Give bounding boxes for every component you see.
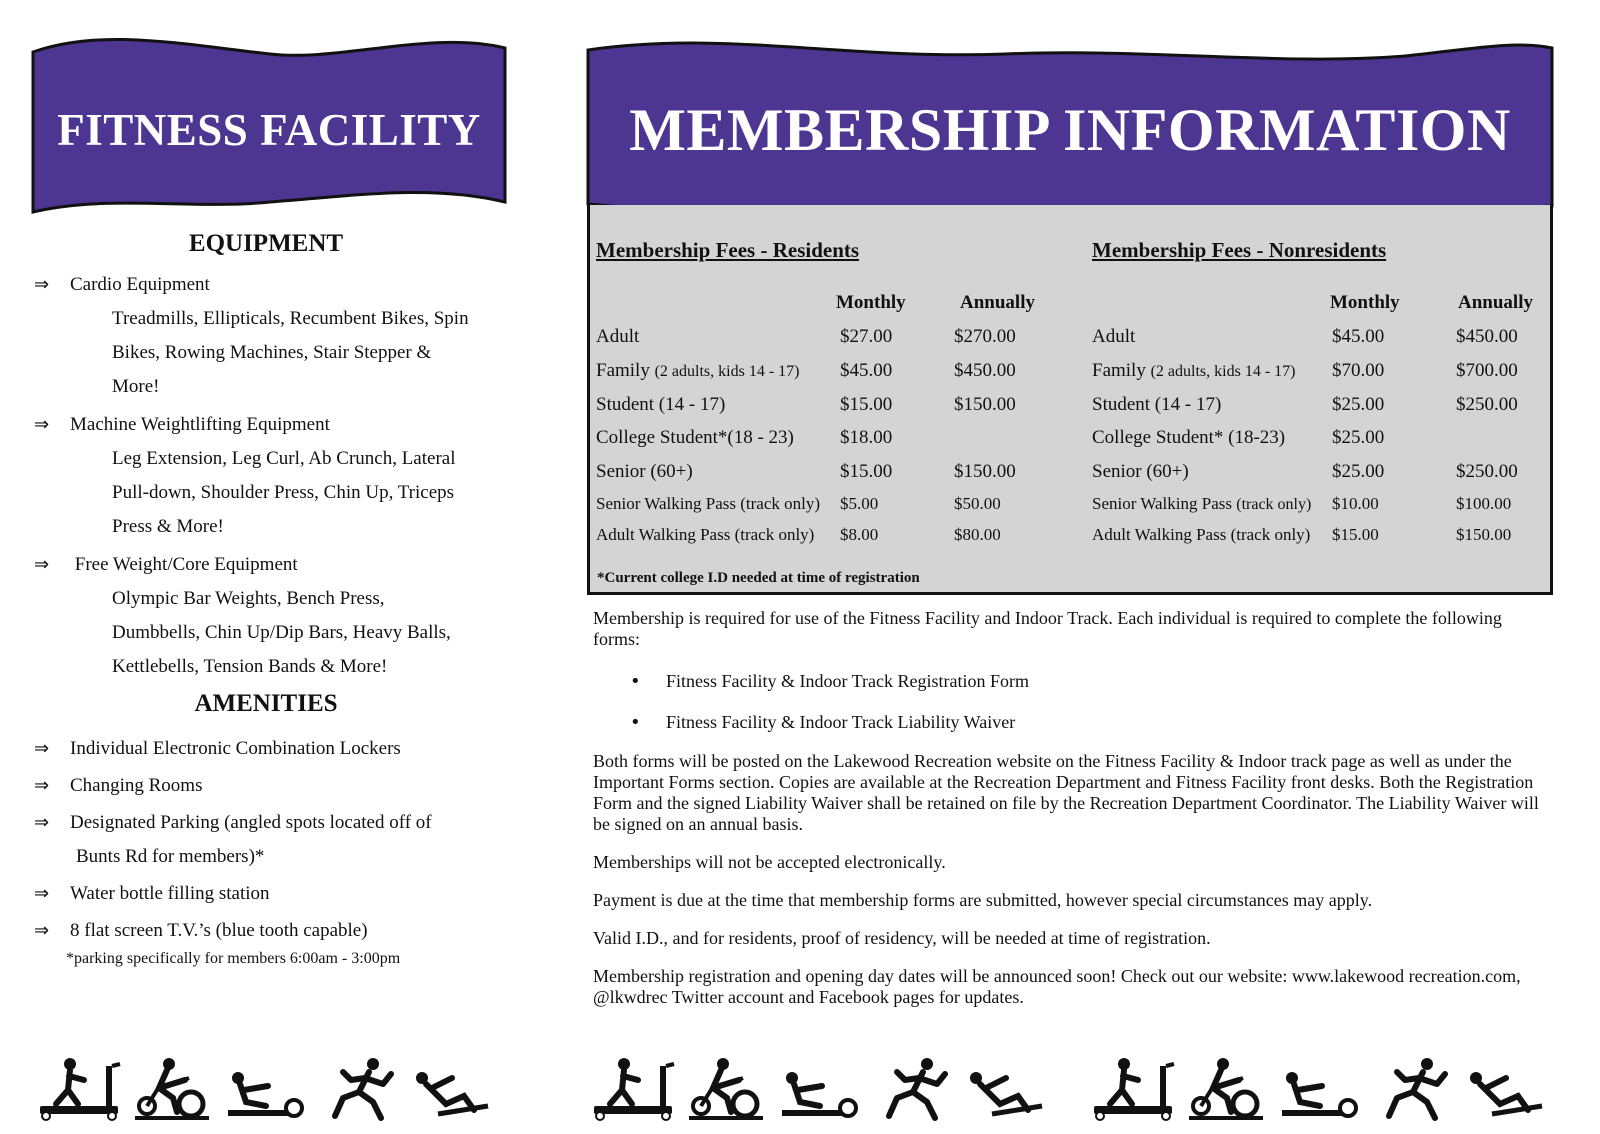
arrow-icon: ⇒ <box>34 554 50 575</box>
arrow-icon: ⇒ <box>34 812 50 833</box>
electronic-note: Memberships will not be accepted electronically. <box>593 852 946 872</box>
situp-icon <box>962 1056 1048 1127</box>
residents-annually-header: Annually <box>960 292 1035 313</box>
amenity-item: ⇒ Designated Parking (angled spots located off of <box>34 806 504 840</box>
rowing-icon <box>1276 1056 1362 1127</box>
fee-monthly-value: $45.00 <box>840 360 893 381</box>
equipment-detail: Treadmills, Ellipticals, Recumbent Bikes, Spin <box>112 308 469 329</box>
fee-monthly-value: $25.00 <box>1332 394 1385 415</box>
equipment-list <box>34 268 504 684</box>
payment-note: Payment is due at the time that membership forms are submitted, however special circumstances may apply. <box>593 890 1373 910</box>
announcement-paragraph: Membership registration and opening day dates will be announced soon! Check out our website: www.lakewood recreation.com, @lkwdrec Twitter account and Facebook pages for updates. <box>593 966 1521 1007</box>
fee-row-label: Adult Walking Pass (track only) <box>596 525 815 544</box>
equipment-detail: Kettlebells, Tension Bands & More! <box>112 656 388 677</box>
membership-fees-panel <box>587 205 1553 595</box>
fee-row-label: Adult Walking Pass (track only) <box>1092 525 1311 544</box>
runner-icon <box>315 1056 401 1127</box>
exercise-bike-icon <box>683 1056 769 1127</box>
fee-annual-value: $250.00 <box>1456 461 1518 482</box>
fee-annual-value: $50.00 <box>954 494 1001 513</box>
treadmill-icon <box>1090 1056 1176 1127</box>
exercise-bike-icon <box>1183 1056 1269 1127</box>
fee-monthly-value: $18.00 <box>840 427 893 448</box>
fee-monthly-value: $8.00 <box>840 525 879 544</box>
nonresidents-annually-header: Annually <box>1458 292 1533 313</box>
amenity-item: ⇒ Water bottle filling station <box>34 877 504 911</box>
fee-row-label: Family (2 adults, kids 14 - 17) <box>1092 360 1296 381</box>
arrow-icon: ⇒ <box>34 738 50 759</box>
rowing-icon <box>222 1056 308 1127</box>
fee-row-label: Senior Walking Pass (track only) <box>596 494 821 513</box>
fee-monthly-value: $27.00 <box>840 326 893 347</box>
fee-row-label: Student (14 - 17) <box>596 394 726 415</box>
equipment-detail: Olympic Bar Weights, Bench Press, <box>112 588 385 609</box>
fee-row-label: Adult <box>1092 326 1136 347</box>
fee-annual-value: $80.00 <box>954 525 1001 544</box>
fee-row-label: Senior (60+) <box>1092 461 1189 482</box>
equipment-item <box>34 268 504 404</box>
fee-annual-value: $700.00 <box>1456 360 1518 381</box>
fee-annual-value: $450.00 <box>954 360 1016 381</box>
fee-monthly-value: $5.00 <box>840 494 879 513</box>
equipment-detail: Bikes, Rowing Machines, Stair Stepper & <box>112 342 432 363</box>
fee-row-label: Adult <box>596 326 640 347</box>
pictogram-row-left <box>36 1056 506 1128</box>
amenities-heading: AMENITIES <box>194 690 338 717</box>
valid-id-note: Valid I.D., and for residents, proof of residency, will be needed at time of registration. <box>593 928 1211 948</box>
situp-icon <box>408 1056 494 1127</box>
bullet-icon: • <box>630 712 641 733</box>
amenity-item-continuation: Bunts Rd for members)* <box>76 846 265 867</box>
arrow-icon: ⇒ <box>34 775 50 796</box>
equipment-heading: EQUIPMENT <box>188 230 344 257</box>
arrow-icon: ⇒ <box>34 274 50 295</box>
equipment-category: ⇒ Machine Weightlifting Equipment <box>34 408 504 442</box>
runner-icon <box>869 1056 955 1127</box>
fee-annual-value: $150.00 <box>954 461 1016 482</box>
pictogram-row-right <box>1090 1056 1560 1128</box>
equipment-category: ⇒ Cardio Equipment <box>34 268 504 302</box>
fee-monthly-value: $15.00 <box>840 461 893 482</box>
fee-annual-value: $150.00 <box>1456 525 1512 544</box>
nonresidents-fees-heading: Membership Fees - Nonresidents <box>1092 238 1387 262</box>
equipment-detail: More! <box>112 376 160 397</box>
fee-annual-value: $150.00 <box>954 394 1016 415</box>
arrow-icon: ⇒ <box>34 920 50 941</box>
equipment-item <box>34 408 504 544</box>
form-bullet: • Fitness Facility & Indoor Track Registration Form <box>630 671 1029 692</box>
fee-monthly-value: $25.00 <box>1332 461 1385 482</box>
left-column <box>34 230 504 968</box>
bullet-icon: • <box>630 671 641 692</box>
fee-monthly-value: $70.00 <box>1332 360 1385 381</box>
fee-row-label: Family (2 adults, kids 14 - 17) <box>596 360 800 381</box>
equipment-category: ⇒ Free Weight/Core Equipment <box>34 548 504 582</box>
left-banner-title: FITNESS FACILITY <box>57 105 481 155</box>
forms-paragraph: Both forms will be posted on the Lakewood Recreation website on the Fitness Facility & Indoor track page as well as under the Important Forms section. Copies are available at the Recreation Department and Fitness Facility front desks. Both the Registration Form and the signed Liability Waiver shall be retained on file by the Recreation Department Coordinator. The Liability Waiver will be signed on an annual basis. <box>593 751 1539 834</box>
fee-monthly-value: $15.00 <box>1332 525 1379 544</box>
college-id-note: *Current college I.D needed at time of registration <box>597 570 920 586</box>
fee-row-label: College Student* (18-23) <box>1092 427 1286 448</box>
right-banner-title: MEMBERSHIP INFORMATION <box>629 97 1511 163</box>
treadmill-icon <box>36 1056 122 1127</box>
equipment-detail: Pull-down, Shoulder Press, Chin Up, Triceps <box>112 482 455 503</box>
fee-annual-value: $270.00 <box>954 326 1016 347</box>
amenity-item: ⇒ Individual Electronic Combination Lockers <box>34 732 504 766</box>
runner-icon <box>1369 1056 1455 1127</box>
exercise-bike-icon <box>129 1056 215 1127</box>
treadmill-icon <box>590 1056 676 1127</box>
fee-row-label: Student (14 - 17) <box>1092 394 1222 415</box>
fee-row-label: Senior Walking Pass (track only) <box>1092 494 1312 513</box>
equipment-item <box>34 548 504 684</box>
parking-footnote: *parking specifically for members 6:00am - 3:00pm <box>66 950 401 967</box>
equipment-detail: Press & More! <box>112 516 224 537</box>
equipment-detail: Leg Extension, Leg Curl, Ab Crunch, Lateral <box>112 448 456 469</box>
arrow-icon: ⇒ <box>34 414 50 435</box>
nonresidents-monthly-header: Monthly <box>1330 292 1400 313</box>
fee-row-label: College Student*(18 - 23) <box>596 427 794 448</box>
fee-annual-value: $450.00 <box>1456 326 1518 347</box>
fee-monthly-value: $25.00 <box>1332 427 1385 448</box>
equipment-detail: Dumbbells, Chin Up/Dip Bars, Heavy Balls, <box>112 622 451 643</box>
rowing-icon <box>776 1056 862 1127</box>
pictogram-row-middle <box>590 1056 1060 1128</box>
residents-fees-heading: Membership Fees - Residents <box>596 238 860 262</box>
residents-monthly-header: Monthly <box>836 292 906 313</box>
fee-monthly-value: $15.00 <box>840 394 893 415</box>
fee-row-label: Senior (60+) <box>596 461 693 482</box>
arrow-icon: ⇒ <box>34 883 50 904</box>
fee-annual-value: $100.00 <box>1456 494 1512 513</box>
situp-icon <box>1462 1056 1548 1127</box>
fee-annual-value: $250.00 <box>1456 394 1518 415</box>
membership-intro: Membership is required for use of the Fitness Facility and Indoor Track. Each individual is required to complete the following forms: <box>593 608 1502 649</box>
left-banner <box>30 34 508 214</box>
amenity-item: ⇒ Changing Rooms <box>34 769 504 803</box>
amenities-list <box>34 732 504 968</box>
form-bullet: • Fitness Facility & Indoor Track Liability Waiver <box>630 712 1016 733</box>
fee-monthly-value: $10.00 <box>1332 494 1379 513</box>
amenity-item: ⇒ 8 flat screen T.V.’s (blue tooth capable) <box>34 914 504 948</box>
fee-monthly-value: $45.00 <box>1332 326 1385 347</box>
